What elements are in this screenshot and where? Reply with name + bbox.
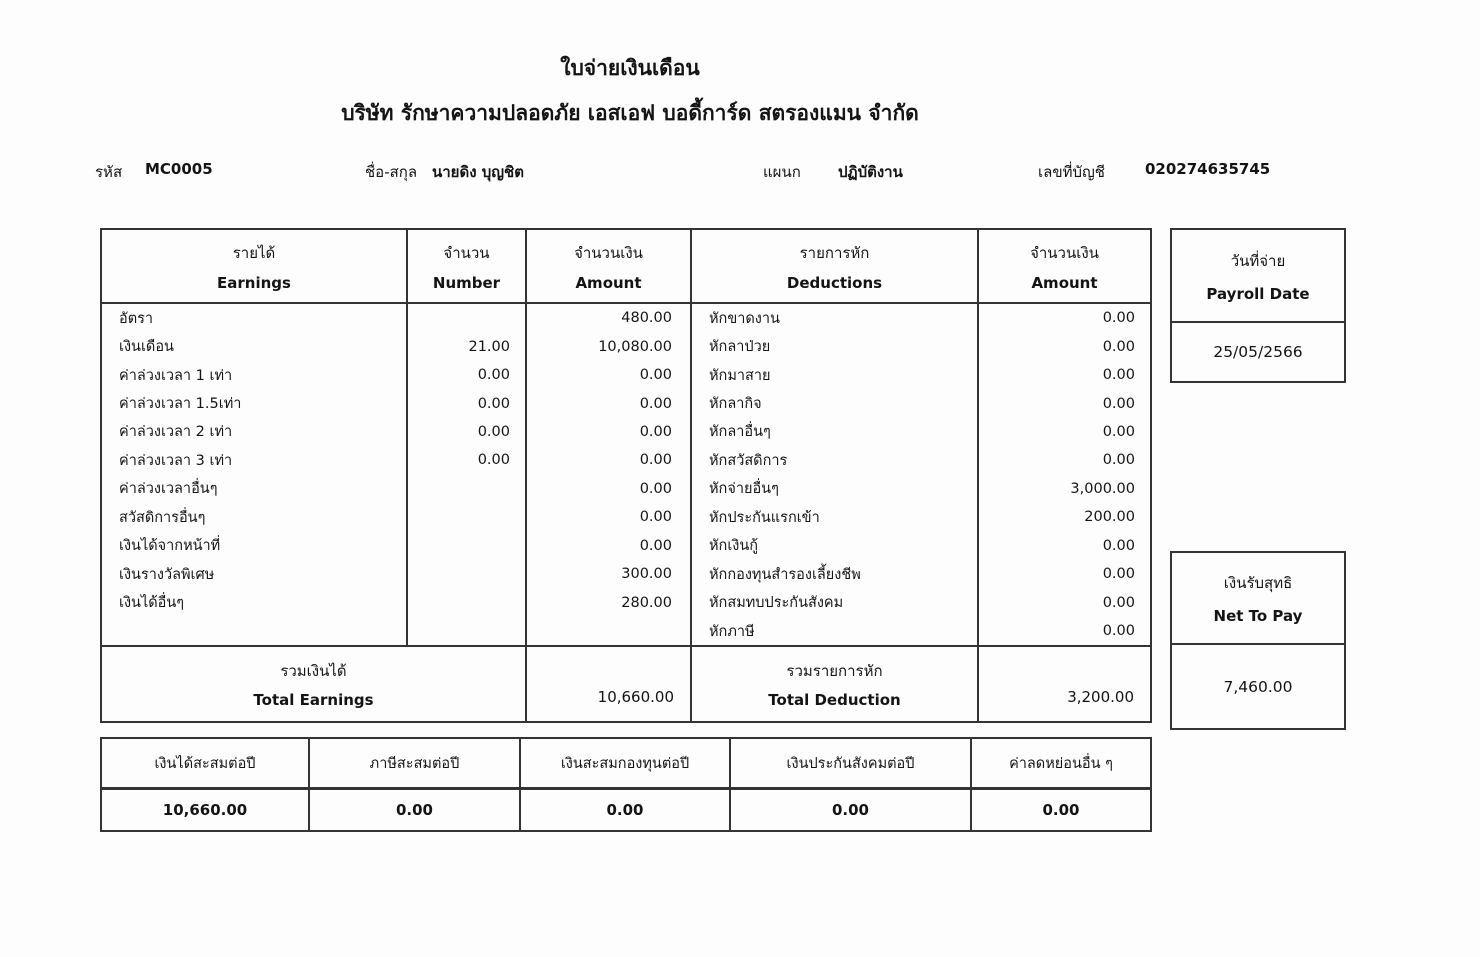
- total-deduction-label-en: Total Deduction: [768, 691, 901, 709]
- amount-column-header: [527, 230, 692, 302]
- ytd-header-cell: ค่าลดหย่อนอื่น ๆ: [1009, 755, 1113, 772]
- company-name: บริษัท รักษาความปลอดภัย เอสเอฟ บอดี้การ์ด สตรองแมน จำกัด: [341, 101, 919, 125]
- deduction-amount: 0.00: [1102, 452, 1135, 469]
- department-value: ปฏิบัติงาน: [838, 163, 903, 181]
- deduction-label: หักสวัสดิการ: [692, 446, 979, 474]
- employee-code: MC0005: [145, 160, 213, 178]
- ytd-header-cell: เงินประกันสังคมต่อปี: [731, 739, 972, 787]
- deduction-amount-header-en: Amount: [1031, 273, 1098, 292]
- earning-number: [408, 503, 527, 531]
- deduction-amount: 200.00: [1084, 509, 1135, 526]
- net-to-pay-label-en: Net To Pay: [1213, 607, 1303, 625]
- deduction-amount: 3,000.00: [1070, 480, 1135, 497]
- number-header-en: Number: [432, 273, 501, 292]
- earning-label: เงินได้จากหน้าที่: [102, 532, 408, 560]
- earning-number: 0.00: [408, 418, 527, 446]
- earning-label: เงินรางวัลพิเศษ: [102, 560, 408, 588]
- department-label: แผนก: [763, 163, 801, 181]
- employee-name-label: ชื่อ-สกุล: [365, 163, 418, 181]
- ytd-value-row: [102, 790, 1150, 830]
- deduction-amount: 0.00: [1102, 310, 1135, 327]
- earnings-column-header: [102, 230, 408, 302]
- deduction-label: หักจ่ายอื่นๆ: [692, 475, 979, 503]
- deduction-amount: 0.00: [1102, 338, 1135, 355]
- earnings-header-th: รายได้: [232, 243, 276, 262]
- net-to-pay-header: [1172, 553, 1344, 645]
- number-column-header: [408, 230, 527, 302]
- amount-header-th: จำนวนเงิน: [574, 243, 643, 262]
- deduction-label: หักสมทบประกันสังคม: [692, 588, 979, 616]
- ytd-header-row: [102, 739, 1150, 790]
- earning-label: ค่าล่วงเวลา 1 เท่า: [102, 361, 408, 389]
- deduction-amount: 0.00: [1102, 537, 1135, 554]
- earning-label: สวัสดิการอื่นๆ: [102, 503, 408, 531]
- earning-number: [408, 617, 527, 645]
- earning-label: [102, 617, 408, 645]
- total-earnings-amount: 10,660.00: [527, 647, 692, 721]
- earning-label: ค่าล่วงเวลา 3 เท่า: [102, 446, 408, 474]
- deduction-amount: 0.00: [1102, 594, 1135, 611]
- earning-number: [408, 304, 527, 332]
- earning-number: [408, 588, 527, 616]
- ytd-value-cell: 0.00: [521, 790, 731, 830]
- deduction-label: หักมาสาย: [692, 361, 979, 389]
- payroll-date-label-th: วันที่จ่าย: [1230, 251, 1286, 270]
- earning-number: 0.00: [408, 361, 527, 389]
- earning-number: 0.00: [408, 389, 527, 417]
- earning-amount: 0.00: [527, 361, 692, 389]
- deduction-amount: 0.00: [1102, 623, 1135, 640]
- earning-label: เงินได้อื่นๆ: [102, 588, 408, 616]
- deduction-label: หักภาษี: [692, 617, 979, 645]
- deduction-label: หักกองทุนสำรองเลี้ยงชีพ: [692, 560, 979, 588]
- earning-amount: 0.00: [527, 532, 692, 560]
- earning-label: อัตรา: [102, 304, 408, 332]
- employee-name: นายดิง บุญชิต: [432, 163, 524, 181]
- table-body: [102, 304, 1150, 645]
- earning-amount: 480.00: [527, 304, 692, 332]
- deduction-label: หักลากิจ: [692, 389, 979, 417]
- ytd-header-cell: ภาษีสะสมต่อปี: [310, 739, 521, 787]
- total-deduction-label-th: รวมรายการหัก: [786, 662, 883, 680]
- payslip-table-header: [102, 230, 1150, 304]
- payroll-date-box: [1170, 228, 1346, 383]
- total-deduction-label-cell: [692, 647, 979, 721]
- net-to-pay-value: 7,460.00: [1223, 677, 1293, 696]
- payroll-date-header: [1172, 230, 1344, 323]
- earning-number: [408, 475, 527, 503]
- earnings-header-en: Earnings: [217, 273, 291, 292]
- earning-amount: 280.00: [527, 588, 692, 616]
- earning-amount: 300.00: [527, 560, 692, 588]
- deduction-amount-header-th: จำนวนเงิน: [1030, 243, 1099, 262]
- table-totals-row: [102, 645, 1150, 721]
- earning-amount: 0.00: [527, 389, 692, 417]
- deduction-label: หักลาป่วย: [692, 332, 979, 360]
- earning-amount: 0.00: [527, 418, 692, 446]
- ytd-header-cell: เงินได้สะสมต่อปี: [102, 739, 310, 787]
- total-earnings-label-cell: [102, 647, 527, 721]
- ytd-value-cell: 0.00: [731, 790, 972, 830]
- deduction-label: หักขาดงาน: [692, 304, 979, 332]
- ytd-header-cell: เงินสะสมกองทุนต่อปี: [521, 739, 731, 787]
- deduction-label: หักลาอื่นๆ: [692, 418, 979, 446]
- account-number-label: เลขที่บัญชี: [1038, 163, 1105, 181]
- deductions-header-en: Deductions: [786, 273, 883, 292]
- account-number: 020274635745: [1145, 160, 1271, 178]
- deductions-header-th: รายการหัก: [799, 243, 870, 262]
- deduction-amount: 0.00: [1102, 395, 1135, 412]
- earning-amount: [527, 617, 692, 645]
- deduction-label: หักเงินกู้: [692, 532, 979, 560]
- earning-label: ค่าล่วงเวลาอื่นๆ: [102, 475, 408, 503]
- earning-label: เงินเดือน: [102, 332, 408, 360]
- employee-code-label: รหัส: [95, 163, 123, 181]
- deduction-amount: 0.00: [1102, 423, 1135, 440]
- earning-amount: 0.00: [527, 475, 692, 503]
- net-to-pay-label-th: เงินรับสุทธิ: [1223, 574, 1293, 592]
- total-deduction-amount: 3,200.00: [1067, 688, 1134, 706]
- deduction-amount: 0.00: [1102, 367, 1135, 384]
- ytd-summary-table: [100, 737, 1152, 832]
- earning-number: 21.00: [408, 332, 527, 360]
- total-earnings-label-th: รวมเงินได้: [280, 662, 347, 680]
- amount-header-en: Amount: [575, 273, 642, 292]
- number-header-th: จำนวน: [443, 243, 490, 262]
- earning-number: [408, 560, 527, 588]
- earning-number: [408, 532, 527, 560]
- total-earnings-label-en: Total Earnings: [253, 691, 374, 709]
- payslip-table: [100, 228, 1152, 723]
- ytd-value-cell: 0.00: [1042, 801, 1080, 819]
- net-to-pay-box: [1170, 551, 1346, 730]
- deduction-amount: 0.00: [1102, 566, 1135, 583]
- earning-amount: 0.00: [527, 446, 692, 474]
- payroll-date-label-en: Payroll Date: [1206, 284, 1310, 303]
- earning-amount: 10,080.00: [527, 332, 692, 360]
- earning-amount: 0.00: [527, 503, 692, 531]
- ytd-value-cell: 0.00: [310, 790, 521, 830]
- deductions-column-header: [692, 230, 979, 302]
- payroll-date-value: 25/05/2566: [1213, 343, 1303, 361]
- deduction-amount-column-header: [979, 230, 1150, 302]
- deduction-label: หักประกันแรกเข้า: [692, 503, 979, 531]
- earning-label: ค่าล่วงเวลา 1.5เท่า: [102, 389, 408, 417]
- ytd-value-cell: 10,660.00: [102, 790, 310, 830]
- earning-label: ค่าล่วงเวลา 2 เท่า: [102, 418, 408, 446]
- earning-number: 0.00: [408, 446, 527, 474]
- document-title: ใบจ่ายเงินเดือน: [560, 56, 700, 80]
